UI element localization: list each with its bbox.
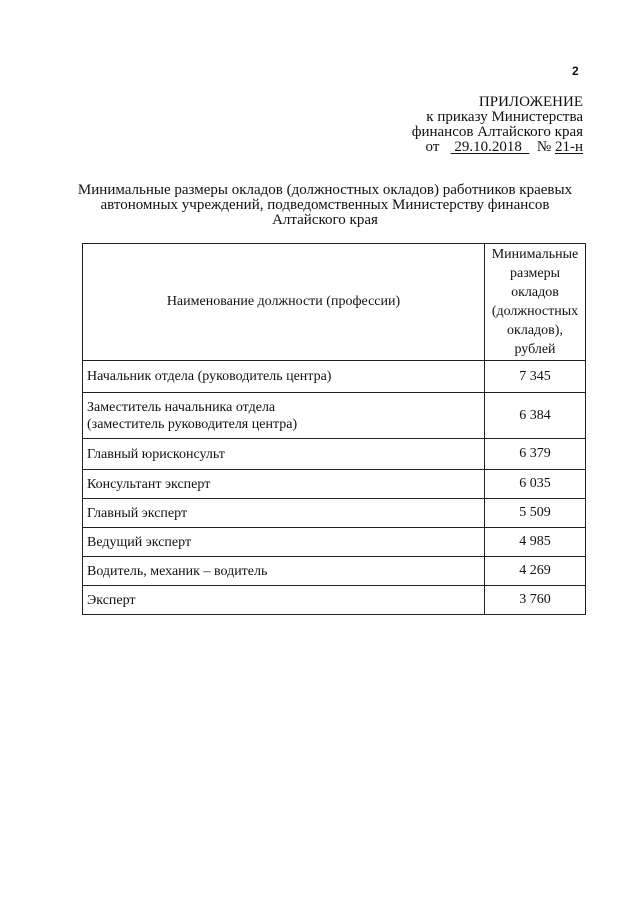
- cell-position: Ведущий эксперт: [83, 528, 485, 557]
- cell-salary: 6 379: [485, 439, 586, 470]
- cell-position: Водитель, механик – водитель: [83, 557, 485, 586]
- document-title-line-2: автономных учреждений, подведомственных Министерству финансов: [100, 197, 550, 213]
- cell-salary: 6 384: [485, 393, 586, 439]
- cell-position: Главный эксперт: [83, 499, 485, 528]
- table-row: [83, 361, 586, 393]
- document-title: [60, 183, 590, 228]
- cell-salary: 4 985: [485, 528, 586, 557]
- table-row: [83, 557, 586, 586]
- salary-table: [82, 243, 586, 615]
- cell-position: Консультант эксперт: [83, 470, 485, 499]
- cell-salary: 4 269: [485, 557, 586, 586]
- appendix-number-label: №: [536, 139, 552, 155]
- cell-position: Заместитель начальника отдела (заместитель руководителя центра): [83, 393, 485, 439]
- appendix-order-ref: к приказу Министерства: [426, 109, 583, 125]
- cell-position: Эксперт: [83, 586, 485, 615]
- appendix-date: 29.10.2018: [454, 139, 522, 155]
- cell-salary: 7 345: [485, 361, 586, 393]
- table-row: [83, 586, 586, 615]
- appendix-title: ПРИЛОЖЕНИЕ: [478, 94, 583, 110]
- table-row: [83, 439, 586, 470]
- cell-salary: 6 035: [485, 470, 586, 499]
- table-header-row: [83, 244, 586, 361]
- page-number: 2: [572, 64, 579, 78]
- appendix-ministry: финансов Алтайского края: [411, 124, 583, 140]
- appendix-order-line: [412, 140, 583, 155]
- table-row: [83, 470, 586, 499]
- cell-position: Главный юрисконсульт: [83, 439, 485, 470]
- document-title-line-3: Алтайского края: [272, 212, 378, 228]
- appendix-block: [412, 95, 583, 155]
- table-row: [83, 528, 586, 557]
- table-row: [83, 499, 586, 528]
- appendix-from-label: от: [425, 139, 440, 155]
- appendix-number: 21-н: [554, 139, 583, 155]
- header-position: Наименование должности (профессии): [83, 244, 485, 361]
- cell-salary: 3 760: [485, 586, 586, 615]
- cell-salary: 5 509: [485, 499, 586, 528]
- document-title-line-1: Минимальные размеры окладов (должностных окладов) работников краевых: [77, 182, 573, 198]
- table-row: [83, 393, 586, 439]
- cell-position: Начальник отдела (руководитель центра): [83, 361, 485, 393]
- header-salary: Минимальные размеры окладов (должностных окладов), рублей: [485, 244, 586, 361]
